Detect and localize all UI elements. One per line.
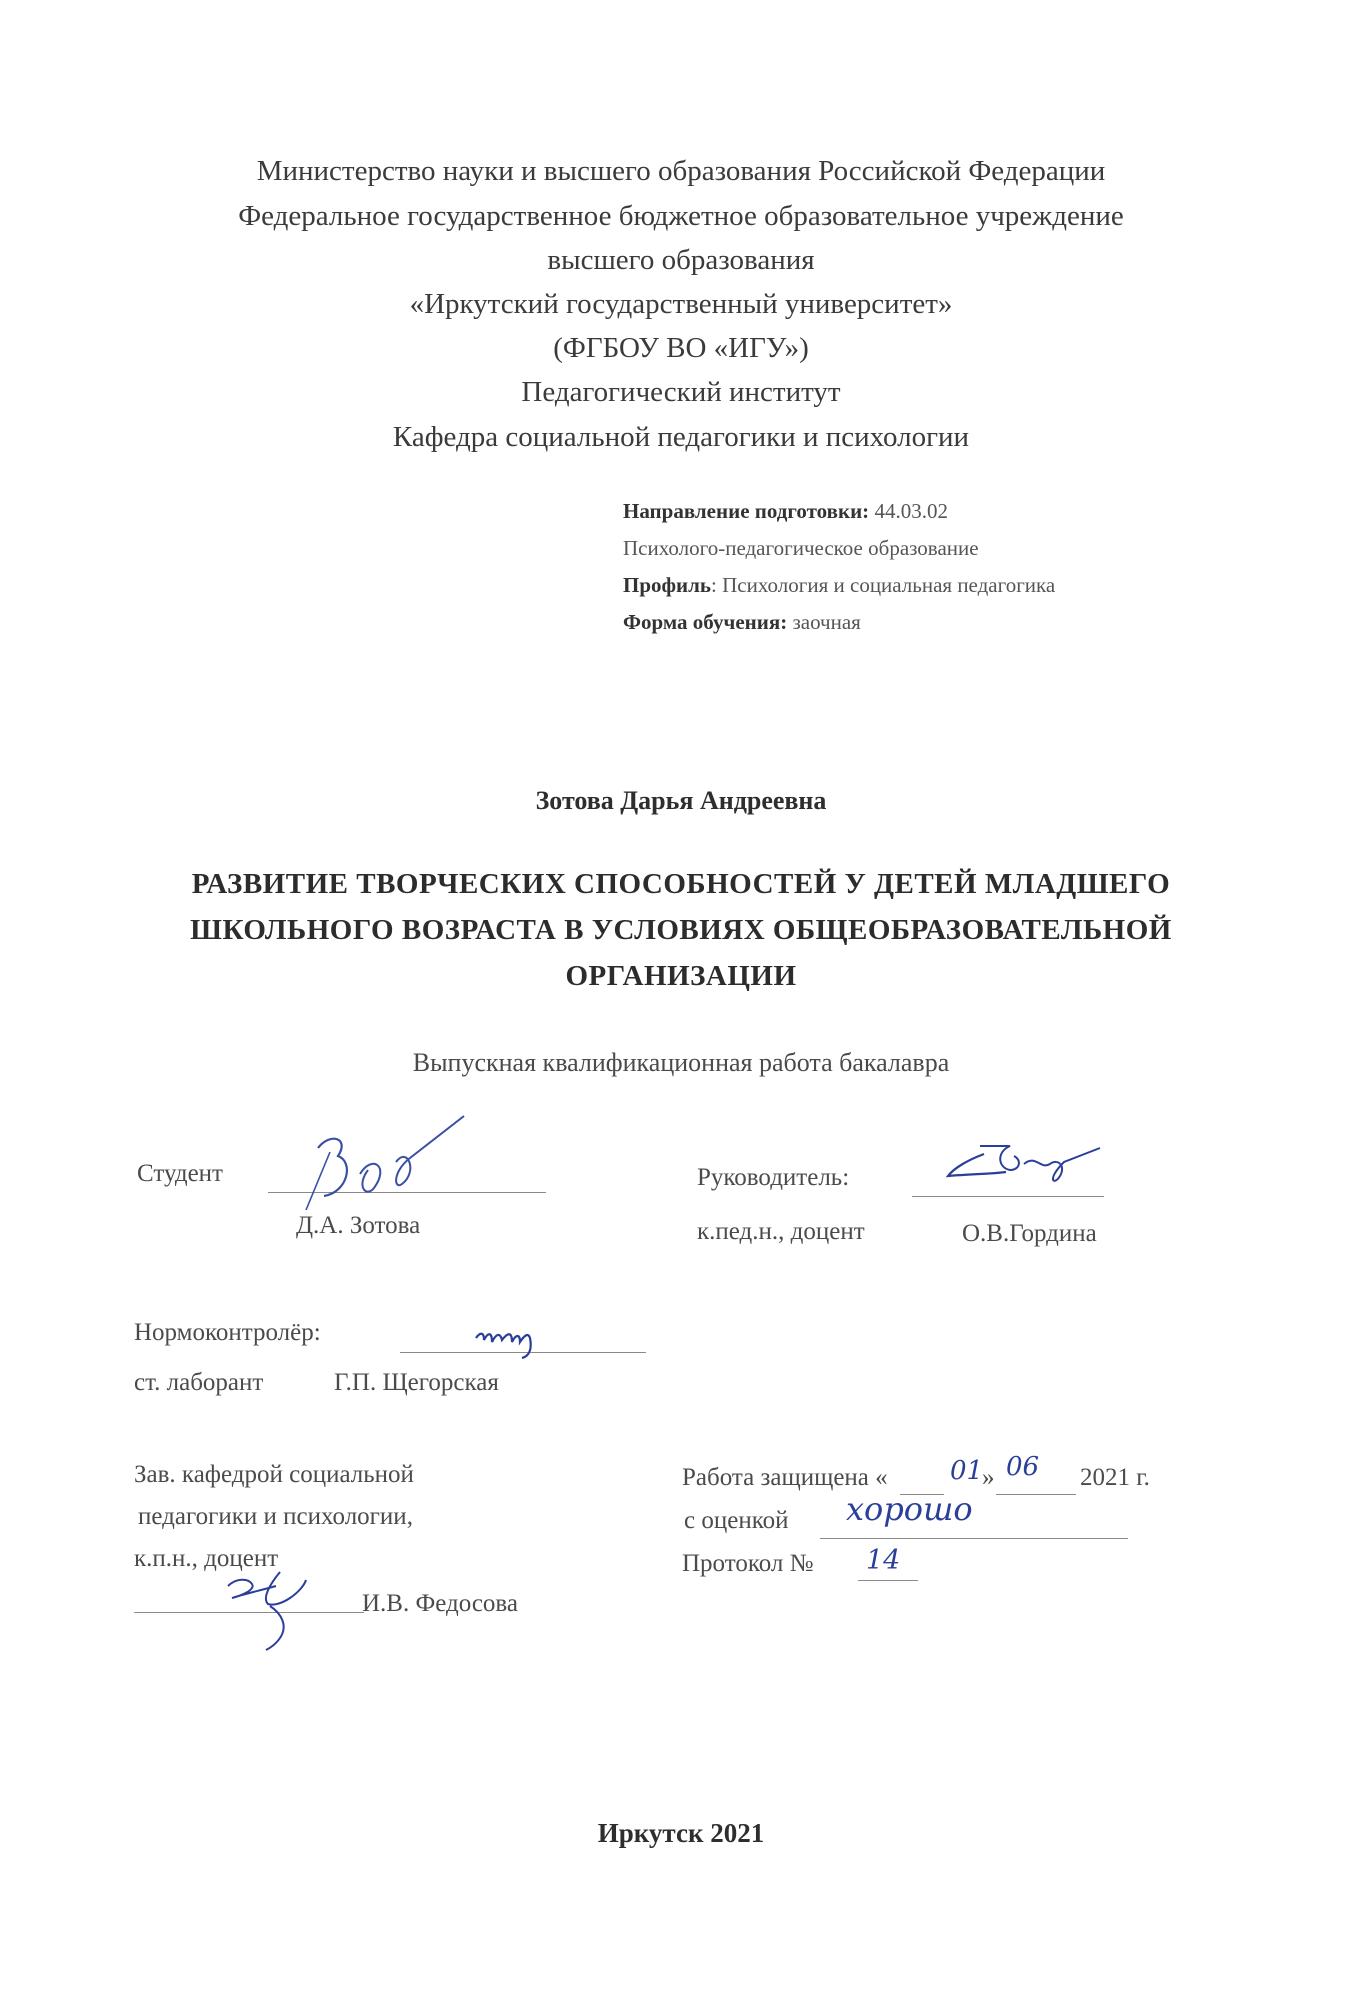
normocontrol-label: Нормоконтролёр: xyxy=(134,1319,321,1346)
ministry-line: Министерство науки и высшего образования Российской Федерации xyxy=(256,155,1106,187)
university-abbr-line: (ФГБОУ ВО «ИГУ») xyxy=(553,332,809,364)
education-level-line: высшего образования xyxy=(547,244,815,276)
profile-label: Профиль xyxy=(623,573,712,597)
defense-prefix: Работа защищена « xyxy=(682,1464,888,1491)
direction-name: Психолого-педагогическое образование xyxy=(623,536,979,560)
head-line-1: Зав. кафедрой социальной xyxy=(134,1461,414,1488)
student-label: Студент xyxy=(137,1160,223,1187)
direction-line xyxy=(623,499,948,524)
university-name-line: «Иркутский государственный университет» xyxy=(409,288,953,320)
student-signature xyxy=(268,1110,468,1210)
work-type: Выпускная квалификационная работа бакалавра xyxy=(412,1048,950,1077)
profile-value: : Психология и социальная педагогика xyxy=(711,573,1056,597)
defense-year: 2021 г. xyxy=(1080,1464,1150,1491)
protocol-label: Протокол № xyxy=(682,1550,814,1577)
study-form-value: заочная xyxy=(792,610,861,634)
protocol-line xyxy=(858,1580,918,1581)
grade-value: хорошо xyxy=(846,1490,973,1528)
city-year: Иркутск 2021 xyxy=(597,1818,765,1848)
study-form-label: Форма обучения: xyxy=(623,610,788,634)
grade-line xyxy=(820,1538,1128,1539)
defense-day: 01 xyxy=(950,1456,984,1486)
supervisor-name: О.В.Гордина xyxy=(962,1220,1097,1247)
author-name: Зотова Дарья Андреевна xyxy=(535,786,827,815)
defense-month-line xyxy=(996,1494,1076,1495)
head-signature xyxy=(210,1556,320,1652)
head-name: И.В. Федосова xyxy=(362,1590,519,1617)
normocontrol-position: ст. лаборант xyxy=(134,1369,264,1396)
normocontrol-name: Г.П. Щегорская xyxy=(334,1369,499,1396)
study-form-line xyxy=(623,610,861,635)
supervisor-signature xyxy=(940,1140,1110,1200)
grade-label: с оценкой xyxy=(684,1507,789,1534)
title-line-3: ОРГАНИЗАЦИИ xyxy=(565,960,797,992)
department-line: Кафедра социальной педагогики и психологии xyxy=(392,421,970,453)
institute-line: Педагогический институт xyxy=(521,376,841,408)
direction-label: Направление подготовки: xyxy=(623,499,870,523)
profile-line xyxy=(623,573,1055,598)
normocontrol-signature xyxy=(470,1318,560,1360)
student-name: Д.А. Зотова xyxy=(296,1212,421,1239)
defense-mid: » xyxy=(982,1464,995,1491)
supervisor-label: Руководитель: xyxy=(697,1164,850,1191)
head-line-2: педагогики и психологии, xyxy=(138,1503,413,1530)
supervisor-degree: к.пед.н., доцент xyxy=(697,1218,865,1245)
institution-type-line: Федеральное государственное бюджетное образовательное учреждение xyxy=(238,200,1124,232)
title-line-1: РАЗВИТИЕ ТВОРЧЕСКИХ СПОСОБНОСТЕЙ У ДЕТЕЙ МЛАДШЕГО xyxy=(191,868,1171,900)
title-line-2: ШКОЛЬНОГО ВОЗРАСТА В УСЛОВИЯХ ОБЩЕОБРАЗОВАТЕЛЬНОЙ xyxy=(190,914,1172,946)
direction-code: 44.03.02 xyxy=(874,499,948,523)
head-line-3: к.п.н., доцент xyxy=(134,1545,279,1572)
defense-month: 06 xyxy=(1006,1452,1040,1482)
protocol-number: 14 xyxy=(866,1545,901,1576)
